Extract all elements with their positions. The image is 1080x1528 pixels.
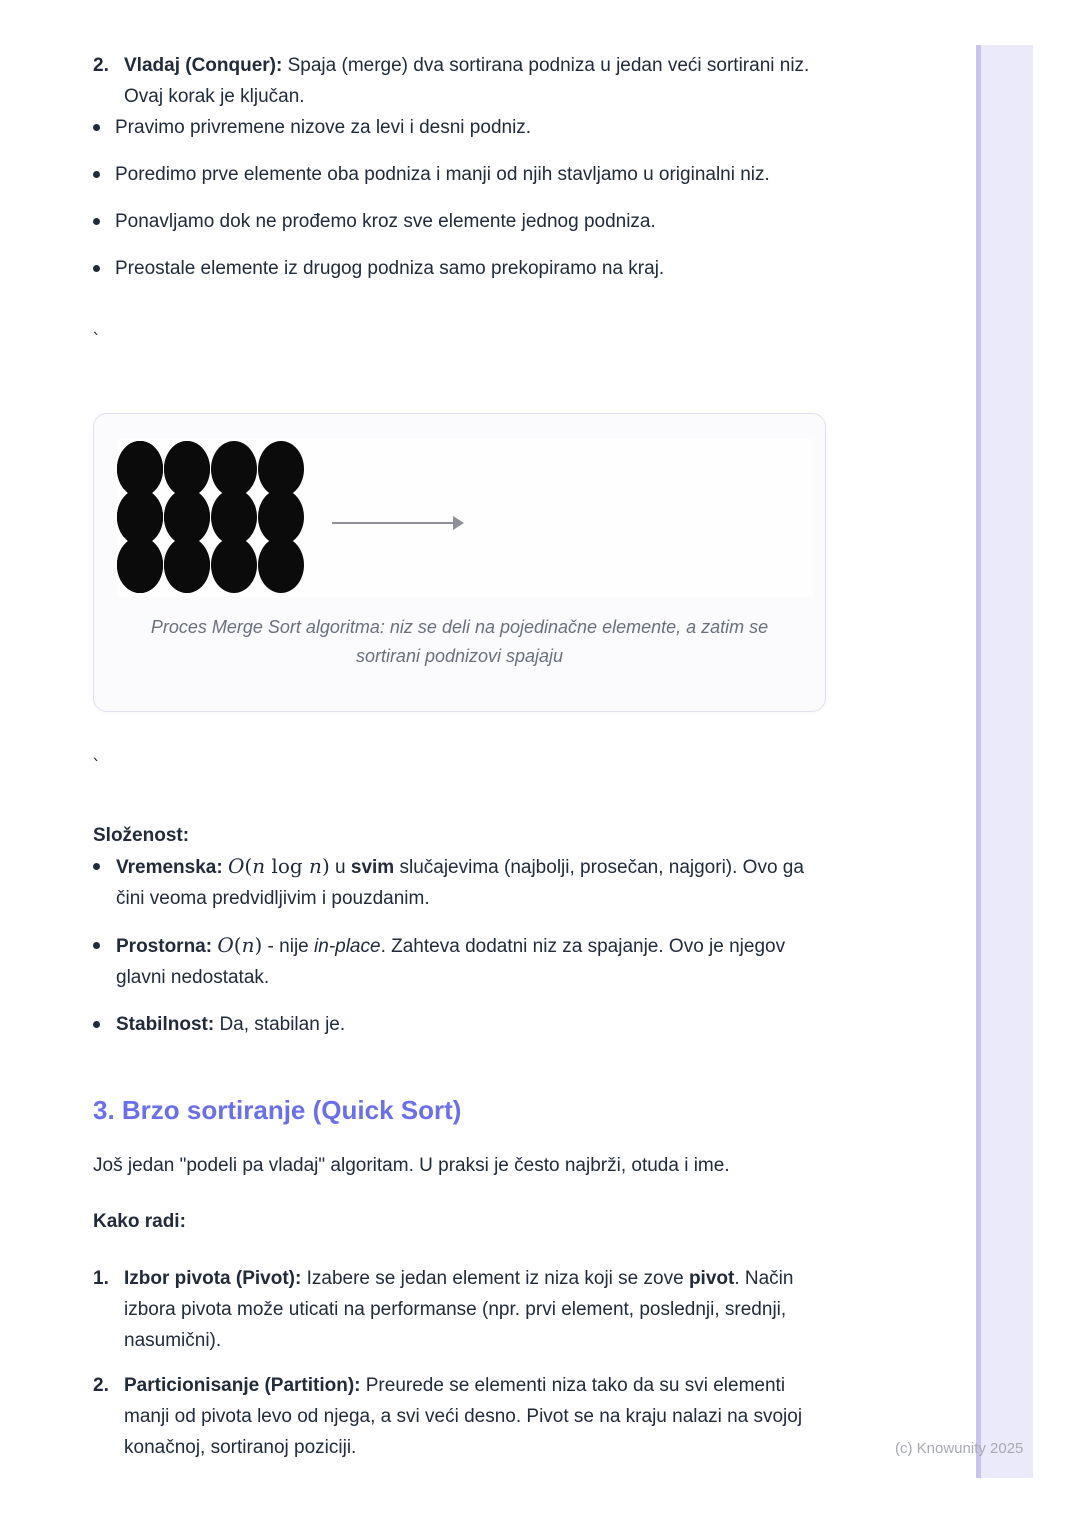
text-run: Izbor pivota (Pivot): xyxy=(124,1268,302,1289)
text-run: Prostorna: xyxy=(116,936,213,957)
merged-subarray-dots xyxy=(117,441,210,593)
arrow-head xyxy=(453,516,464,530)
text-run: ) xyxy=(254,933,263,957)
text-run: log xyxy=(265,854,310,878)
text-run: Stabilnost: xyxy=(116,1014,215,1035)
text-run: Spaja (merge) dva sortirana podniza u jedan veći sortirani niz. Ovaj korak je ključan. xyxy=(124,55,810,107)
quicksort-section xyxy=(93,1092,830,1463)
numbered-item-partition xyxy=(93,1370,830,1463)
numbered-item-conquer xyxy=(93,50,830,112)
text-run: n xyxy=(241,933,255,957)
list-number: 1. xyxy=(93,1268,109,1289)
list-number: 2. xyxy=(93,55,109,76)
text-run: Vladaj (Conquer): xyxy=(124,55,283,76)
text-run: ( xyxy=(244,854,253,878)
text-run: Da, stabilan je. xyxy=(214,1014,346,1035)
dot xyxy=(164,537,210,593)
list-item: Preostale elemente iz drugog podniza samo prekopiramo na kraj. xyxy=(93,253,830,284)
merge-arrow-icon xyxy=(332,515,464,531)
figure-caption: Proces Merge Sort algoritma: niz se deli na pojedinačne elemente, a zatim se sortirani podnizovi spajaju xyxy=(150,617,769,666)
text-run: O xyxy=(227,854,245,878)
right-margin-bar xyxy=(976,45,1033,1478)
list-item xyxy=(93,851,830,914)
stray-backtick-1: ` xyxy=(91,330,102,351)
text-run: u xyxy=(329,857,351,878)
dot-column xyxy=(211,441,257,593)
figure-card xyxy=(93,413,826,712)
text-run: Preurede se elementi niza tako da su svi elementi manji od pivota levo od njega, a svi veći desno. Pivot se na kraju nalazi na svojoj konačnoj, sortiranoj poziciji. xyxy=(124,1375,803,1458)
text-run: pivot xyxy=(688,1268,735,1289)
list-number: 2. xyxy=(93,1375,109,1396)
partition-step-text xyxy=(124,1370,830,1463)
dot-column xyxy=(117,441,163,593)
pivot-step-text xyxy=(124,1263,830,1356)
text-run: Vremenska: xyxy=(116,857,223,878)
complexity-bullet-list xyxy=(93,851,830,1040)
text-run: n xyxy=(309,854,322,878)
text-run: - nije xyxy=(262,936,315,957)
dot xyxy=(211,537,257,593)
dot xyxy=(258,537,304,593)
conquer-bullet-list xyxy=(93,112,830,284)
quicksort-intro: Još jedan "podeli pa vladaj" algoritam. U praksi je često najbrži, otuda i ime. xyxy=(93,1155,730,1176)
text-run: O xyxy=(217,933,234,957)
text-run: ) xyxy=(321,854,330,878)
stray-backtick-2: ` xyxy=(91,756,102,777)
dot xyxy=(117,537,163,593)
text-run: n xyxy=(252,854,266,878)
list-item: Ponavljamo dok ne prođemo kroz sve elemente jednog podniza. xyxy=(93,206,830,237)
quicksort-heading: 3. Brzo sortiranje (Quick Sort) xyxy=(93,1095,462,1125)
text-run: . Zahteva dodatni niz za spajanje. Ovo je njegov glavni nedostatak. xyxy=(116,936,786,988)
how-it-works-heading: Kako radi: xyxy=(93,1211,186,1232)
text-run: ( xyxy=(233,933,242,957)
copyright-note: (c) Knowunity 2025 xyxy=(895,1440,1024,1457)
quicksort-step-list xyxy=(93,1263,830,1463)
list-item: Pravimo privremene nizove za levi i desni podniz. xyxy=(93,112,830,143)
text-run: svim xyxy=(350,857,395,878)
arrow-line xyxy=(332,522,455,524)
list-item xyxy=(93,930,830,993)
merge-sort-diagram xyxy=(117,439,813,597)
conquer-section xyxy=(93,50,830,284)
list-item: Poredimo prve elemente oba podniza i manji od njih stavljamo u originalni niz. xyxy=(93,159,830,190)
text-run: Izabere se jedan element iz niza koji se zove xyxy=(301,1268,689,1289)
text-run: Particionisanje (Partition): xyxy=(124,1375,361,1396)
dot-column xyxy=(258,441,304,593)
complexity-heading: Složenost: xyxy=(93,825,190,846)
text-run: in-place xyxy=(314,936,381,957)
numbered-item-pivot xyxy=(93,1263,830,1356)
text-run: slučajevima (najbolji, prosečan, najgori). Ovo ga čini veoma predvidljivim i pouzdanim. xyxy=(116,857,804,909)
list-item xyxy=(93,1009,830,1040)
complexity-section xyxy=(93,820,830,1040)
conquer-text xyxy=(124,50,814,112)
dot-column xyxy=(164,441,210,593)
text-run: . Način izbora pivota može uticati na performanse (npr. prvi element, poslednji, srednji, nasumični). xyxy=(124,1268,794,1351)
